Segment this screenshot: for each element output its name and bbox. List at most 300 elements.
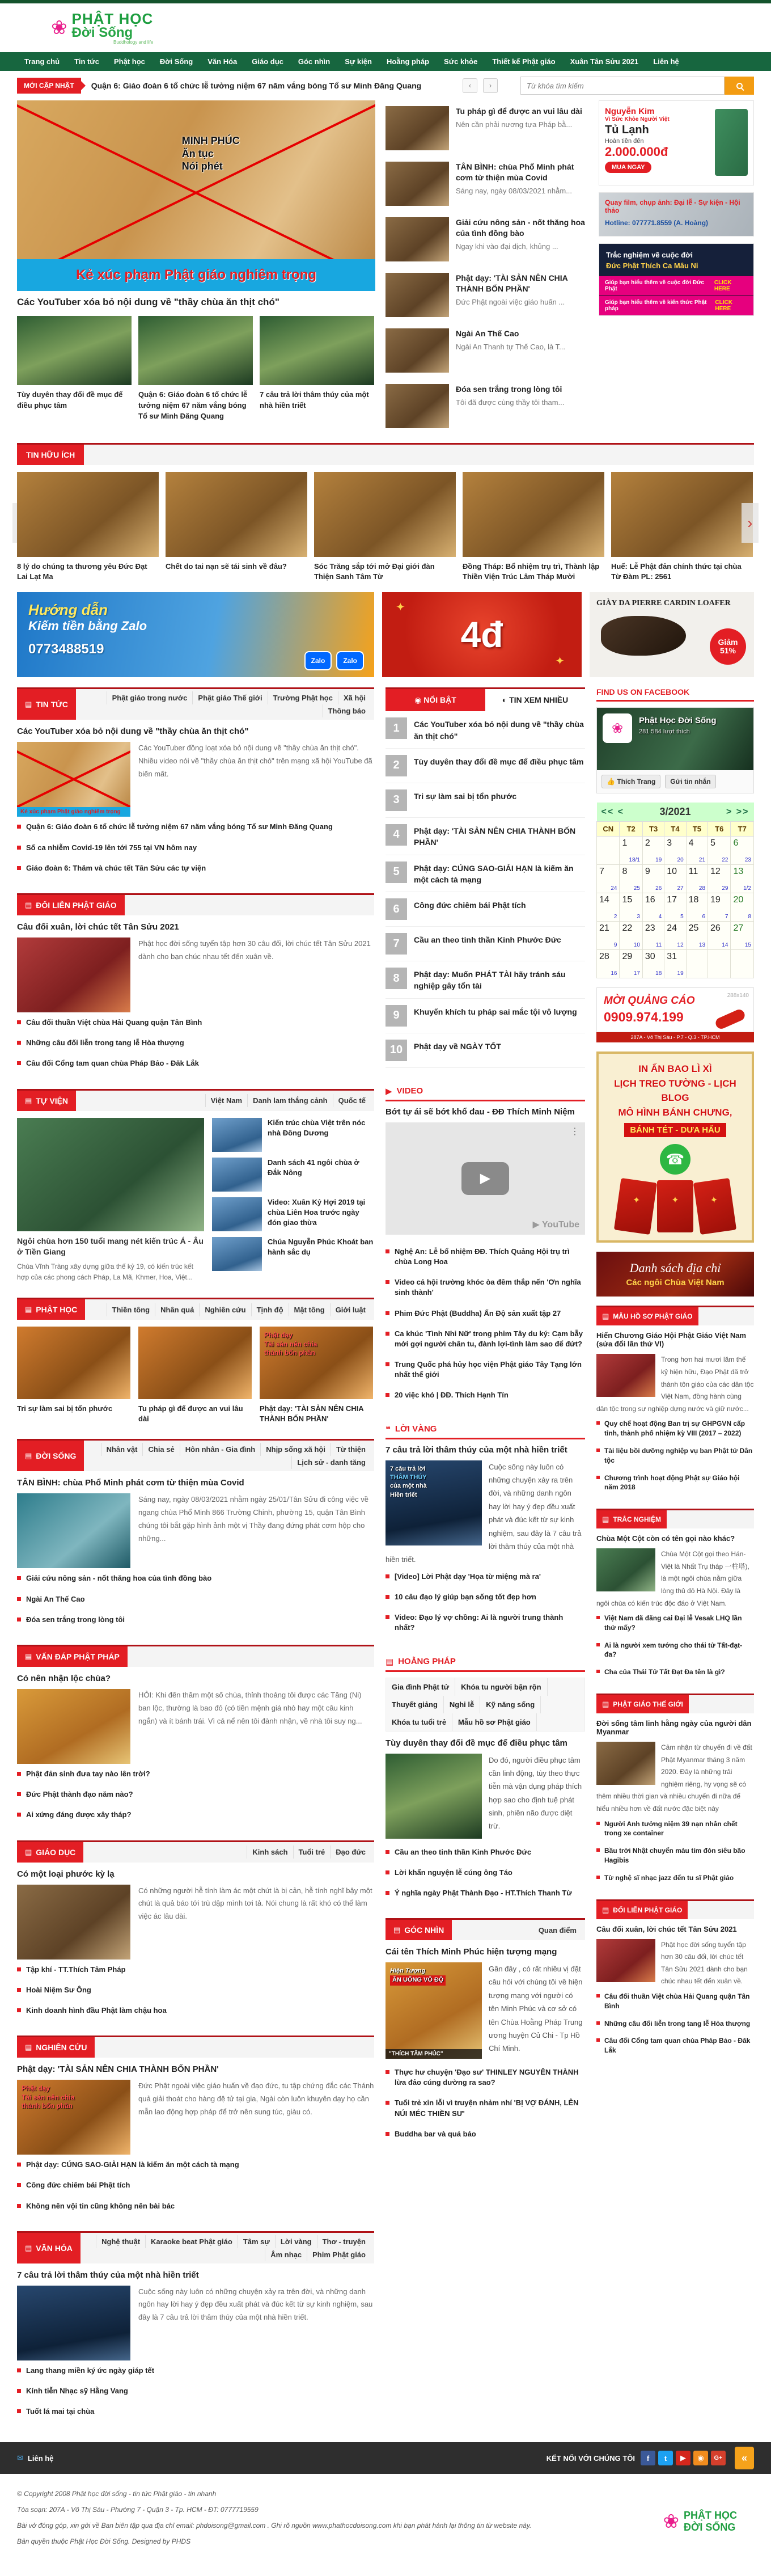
article-thumbnail <box>386 217 449 261</box>
facebook-page-name[interactable]: Phật Học Đời Sống <box>639 716 717 726</box>
image-overlay-text: MINH PHÚC <box>181 135 240 146</box>
article-thumbnail[interactable] <box>17 1885 130 1960</box>
category-link[interactable]: Gia đình Phật tử <box>386 1678 455 1696</box>
ad-fridge[interactable] <box>599 100 754 185</box>
article-title[interactable]: 7 câu trả lời thâm thúy của một nhà hiền triết <box>17 2270 199 2280</box>
article-title[interactable]: Tùy duyên thay đổi đề mục để điều phục tâm <box>386 1738 567 1748</box>
logo-subtitle: ĐỜI SỐNG <box>684 2522 736 2533</box>
article-title[interactable]: Cái tên Thích Minh Phúc hiện tượng mạng <box>386 1947 557 1957</box>
section-tab[interactable]: Tịnh độ <box>251 1303 289 1316</box>
article-thumbnail <box>260 316 374 385</box>
section-title[interactable]: ▤ ĐỐI LIỄN PHẬT GIÁO <box>596 1901 688 1919</box>
hot-item[interactable] <box>386 855 585 893</box>
article-thumbnail[interactable] <box>17 1493 130 1568</box>
youtube-logo: ▶ YouTube <box>532 1219 579 1230</box>
article-title: Phật dạy: 'TÀI SẢN NÊN CHIA THÀNH BỐN PHẦN' <box>456 273 568 293</box>
rss-icon: ◉ <box>414 695 424 705</box>
calendar-day[interactable]: 5 22 <box>708 837 731 865</box>
footer-logo[interactable] <box>663 2510 738 2534</box>
article-link[interactable]: Đức Phật thành đạo năm nào? <box>17 1784 374 1805</box>
nav-item[interactable]: Xuân Tân Sửu 2021 <box>570 57 639 66</box>
article-thumbnail[interactable] <box>386 1962 482 2059</box>
ad-zalo-banner[interactable] <box>17 592 374 677</box>
article-thumbnail[interactable] <box>17 2080 130 2155</box>
calendar-day[interactable]: 26 14 <box>708 922 731 950</box>
article-thumbnail[interactable] <box>596 1939 655 1982</box>
section-tab[interactable]: Mật tông <box>289 1303 330 1316</box>
section-title[interactable]: ▤ VĂN HÓA <box>17 2233 81 2263</box>
article-excerpt: Do đó, người điều phục tâm cần linh động, tùy theo thực tiễn mà vận dụng pháp thích hợp sao cho định tuệ phát sinh, phiền não được diệt trừ. <box>489 1755 582 1831</box>
article-link[interactable]: Câu đối Cổng tam quan chùa Pháp Bảo - Đăk Lắk <box>17 1053 374 1074</box>
article-link[interactable]: Những câu đối liễn trong tang lễ Hòa thượng <box>596 2015 754 2033</box>
carousel-article[interactable] <box>463 472 604 582</box>
section-title[interactable]: ▤ ĐỐI LIỄN PHẬT GIÁO <box>17 895 125 915</box>
ticker-label: MỚI CẬP NHẬT <box>17 78 81 94</box>
rank-number <box>386 755 407 776</box>
section-doi-lien <box>17 893 374 1074</box>
article-title[interactable]: 7 câu trả lời thâm thúy của một nhà hiền triết <box>386 1445 567 1455</box>
calendar-day[interactable]: 4 21 <box>686 837 708 865</box>
section-tab[interactable]: Lịch sử - danh tăng <box>291 1456 371 1469</box>
shoe-image <box>601 616 686 656</box>
article-thumbnail[interactable] <box>596 1548 655 1591</box>
image-overlay-text: Phật dạy <box>22 2084 50 2093</box>
calendar-day[interactable]: 13 1/2 <box>731 865 754 893</box>
calendar-day[interactable]: 22 10 <box>620 922 642 950</box>
article-title[interactable]: Câu đối xuân, lời chúc tết Tân Sửu 2021 <box>596 1924 737 1933</box>
section-title[interactable]: ▤ MẪU HỒ SƠ PHẬT GIÁO <box>596 1307 698 1325</box>
article-link[interactable]: Phật đản sinh đưa tay nào lên trời? <box>17 1764 374 1784</box>
article-link[interactable]: Video: Đạo lý vợ chồng: Ai là người trung thành nhất? <box>386 1607 585 1638</box>
main-article[interactable] <box>17 1118 204 1283</box>
phone-icon: ☎ <box>660 1144 690 1175</box>
section-title[interactable]: ▤ NGHIÊN CỨU <box>17 2037 95 2058</box>
calendar-day[interactable]: 21 9 <box>597 922 620 950</box>
section-tab[interactable]: Nhân quả <box>155 1303 199 1316</box>
article-thumbnail[interactable] <box>17 938 130 1012</box>
article-link[interactable]: Không nên vội tin cũng không nên bài bác <box>17 2196 374 2216</box>
article-card[interactable] <box>17 1327 130 1424</box>
category-link[interactable]: Kỹ năng sống <box>480 1696 541 1713</box>
calendar-day[interactable] <box>597 837 620 865</box>
logo-subtitle: Đời Sống <box>71 24 133 40</box>
article-link[interactable]: Giáo đoàn 6: Thăm và chúc tết Tân Sửu các tự viện <box>17 858 374 879</box>
calendar-day[interactable] <box>686 950 708 978</box>
tab-noi-bat[interactable]: ◉ NỔI BẬT <box>386 689 485 711</box>
calendar-day[interactable]: 20 8 <box>731 893 754 922</box>
carousel-article[interactable] <box>611 472 753 582</box>
article-link[interactable]: Kinh doanh hình đầu Phật làm chậu hoa <box>17 2000 374 2021</box>
quiz-ad-row[interactable] <box>599 276 753 295</box>
article-link[interactable]: Chương trình hoạt động Phật sự Giáo hội năm 2018 <box>596 1469 754 1497</box>
article-card[interactable] <box>260 1327 373 1424</box>
article-link[interactable]: Trung Quốc phá hủy học viện Phật giáo Tây Tạng lớn nhất thế giới <box>386 1354 585 1385</box>
article-link[interactable]: Tuổi trẻ xin lỗi vì truyện nhảm nhí 'BỊ VỢ ĐÁNH, LÊN NÚI MÉC THIỀN SƯ' <box>386 2093 585 2123</box>
more-options-icon[interactable]: ⋮ <box>570 1126 579 1137</box>
article-link[interactable]: Những câu đối liễn trong tang lễ Hòa thượng <box>17 1033 374 1053</box>
section-tab[interactable]: Thông báo <box>323 704 371 717</box>
article-link[interactable]: Phật dạy: CÚNG SAO-GIẢI HẠN là kiếm ăn một cách tà mạng <box>17 2155 374 2175</box>
ad-text: Quay film, chụp ảnh: Đại lễ - Sự kiện - Hội thảo <box>605 199 740 214</box>
buy-now-button[interactable]: MUA NGAY <box>605 162 651 173</box>
section-tab[interactable]: Danh lam thắng cảnh <box>247 1094 332 1107</box>
calendar-day[interactable]: 25 13 <box>686 922 708 950</box>
calendar-day[interactable]: 2 19 <box>642 837 664 865</box>
article-thumbnail <box>260 1327 373 1399</box>
section-tab[interactable]: Thiền tông <box>107 1303 155 1316</box>
article-link[interactable]: Nghệ An: Lễ bổ nhiệm ĐĐ. Thích Quảng Hội trụ trì chùa Long Hoa <box>386 1241 585 1272</box>
article-link[interactable]: Từ nghệ sĩ nhạc jazz đến tu sĩ Phật giáo <box>596 1869 754 1887</box>
side-article[interactable] <box>212 1158 374 1192</box>
ticker-next-button[interactable]: › <box>483 78 498 93</box>
article-link[interactable]: Ngài An Thế Cao <box>17 1589 374 1610</box>
article-link[interactable]: Số ca nhiễm Covid-19 lên tới 755 tại VN hôm nay <box>17 838 374 858</box>
article-link[interactable]: Tập khí - TT.Thích Tâm Pháp <box>17 1960 374 1980</box>
search-button[interactable] <box>725 77 754 95</box>
nav-item[interactable]: Tin tức <box>74 57 99 66</box>
article-title[interactable]: Chùa Một Cột còn có tên gọi nào khác? <box>596 1534 735 1543</box>
facebook-like-button[interactable]: 👍 Thích Trang <box>601 775 660 788</box>
calendar-prev-button[interactable]: << < <box>601 806 624 817</box>
article-title: 7 câu trả lời thâm thúy của một nhà hiền triết <box>260 390 369 409</box>
article-excerpt: Chùa Vĩnh Tràng xây dựng giữa thế kỷ 19, có kiến trúc kết hợp của các phong cách Pháp, La Mã, Khmer, Hoa, Việt... <box>17 1262 193 1281</box>
contact-link[interactable]: ✉ Liên hệ <box>17 2453 54 2463</box>
calendar-day[interactable]: 6 23 <box>731 837 754 865</box>
section-doi-song <box>17 1439 374 1630</box>
click-here-link[interactable]: CLICK HERE <box>715 299 732 312</box>
article-link[interactable]: Cầu an theo tinh thần Kinh Phước Đức <box>386 1842 585 1863</box>
article-link[interactable]: Quy chế hoạt động Ban trị sự GHPGVN cấp tỉnh, thành phố nhiệm kỳ VIII (2017 – 2022) <box>596 1415 754 1442</box>
top-list-article[interactable] <box>386 100 588 156</box>
image-overlay-text: ĂN UỐNG VÔ ĐỘ <box>390 1975 446 1985</box>
article-link[interactable]: Hoài Niệm Sư Ông <box>17 1980 374 2000</box>
featured-sub-article[interactable] <box>260 316 374 422</box>
section-tab[interactable]: Xã hội <box>338 691 371 704</box>
calendar-day[interactable] <box>708 950 731 978</box>
article-link[interactable]: Buddha bar và quả báo <box>386 2124 585 2144</box>
facebook-widget[interactable] <box>596 707 754 793</box>
section-tab[interactable]: Phật giáo Thế giới <box>192 691 267 704</box>
calendar-day[interactable] <box>731 950 754 978</box>
featured-sub-article[interactable] <box>138 316 253 422</box>
article-link[interactable]: Câu đối thuần Việt chùa Hải Quang quận Tân Bình <box>596 1988 754 2015</box>
calendar-day[interactable]: 14 2 <box>597 893 620 922</box>
click-here-link[interactable]: CLICK HERE <box>714 280 732 292</box>
section-tab[interactable]: Karaoke beat Phật giáo <box>145 2235 238 2248</box>
hot-item[interactable] <box>386 927 585 961</box>
article-link[interactable]: Tuốt lá mai tại chùa <box>17 2401 374 2422</box>
nav-item[interactable]: Hoằng pháp <box>386 57 430 66</box>
nav-item[interactable]: Văn Hóa <box>207 57 238 66</box>
article-link[interactable]: [Video] Lời Phật dạy 'Họa từ miệng mà ra' <box>386 1566 585 1587</box>
search-input[interactable] <box>520 77 725 95</box>
section-tab[interactable]: Phim Phật giáo <box>307 2248 371 2261</box>
category-link[interactable]: Thuyết giảng <box>386 1696 444 1713</box>
video-title[interactable]: Bớt tự ái sẽ bớt khổ đau - ĐĐ Thích Minh Niệm <box>386 1107 575 1117</box>
nav-item[interactable]: Liên hệ <box>653 57 679 66</box>
article-link[interactable]: 20 việc khó | ĐĐ. Thích Hạnh Tín <box>386 1385 585 1405</box>
section-title[interactable]: ▤ TIN TỨC <box>17 689 76 720</box>
rank-number <box>386 862 407 883</box>
section-title[interactable]: HOẰNG PHÁP <box>398 1657 456 1666</box>
featured-sub-article[interactable] <box>17 316 132 422</box>
article-thumbnail[interactable] <box>17 2286 130 2360</box>
top-list-article[interactable] <box>386 267 588 323</box>
article-thumbnail[interactable] <box>17 1689 130 1764</box>
article-link[interactable]: Người Anh tưởng niệm 39 nạn nhân chết trong xe container <box>596 1815 754 1843</box>
article-title: Tri sự làm sai bị tổn phước <box>17 1404 113 1413</box>
carousel-article[interactable] <box>166 472 307 582</box>
side-article[interactable] <box>212 1118 374 1152</box>
nav-item[interactable]: Giáo dục <box>252 57 283 66</box>
section-tab[interactable]: Nhịp sống xã hội <box>260 1443 331 1456</box>
section-tab[interactable]: Từ thiện <box>331 1443 371 1456</box>
top-list-article[interactable] <box>386 378 588 434</box>
social-icon[interactable]: ▶ <box>676 2451 690 2465</box>
nav-item[interactable]: Góc nhìn <box>298 57 331 66</box>
article-link[interactable]: Ai xứng đáng được xây tháp? <box>17 1805 374 1825</box>
article-title[interactable]: Có một loại phước kỳ lạ <box>17 1869 115 1879</box>
article-link[interactable]: Ý nghĩa ngày Phật Thành Đạo - HT.Thích Thanh Từ <box>386 1883 585 1903</box>
section-tab[interactable]: Quan điểm <box>538 1925 577 1935</box>
calendar-day[interactable]: 17 5 <box>664 893 686 922</box>
article-link[interactable]: Câu đối Cổng tam quan chùa Pháp Bảo - Đăk Lắk <box>596 2032 754 2059</box>
calendar-day[interactable]: 30 18 <box>642 950 664 978</box>
ad-red-banner[interactable] <box>382 592 582 677</box>
article-link[interactable]: Giải cứu nông sản - nốt thăng hoa của tình đồng bào <box>17 1568 374 1589</box>
ad-media-services[interactable] <box>599 192 754 237</box>
ad-temple-directory[interactable] <box>596 1252 754 1297</box>
article-title[interactable]: Có nên nhận lộc chùa? <box>17 1674 111 1683</box>
calendar-day[interactable]: 12 29 <box>708 865 731 893</box>
article-excerpt: Các YouTuber đồng loạt xóa bỏ nội dung về "thầy chùa ăn thịt chó". Nhiều video nói về "thầy chùa ăn thịt chó" trên mạng xã hội YouTube đã biến mất. <box>138 744 372 778</box>
section-tab[interactable]: Kinh sách <box>247 1846 293 1859</box>
article-title[interactable]: Phật dạy: 'TÀI SẢN NÊN CHIA THÀNH BỐN PHẦN' <box>17 2064 219 2075</box>
article-title: Ngôi chùa hơn 150 tuổi mang nét kiến trúc Á - Âu ở Tiền Giang <box>17 1236 204 1257</box>
calendar-day[interactable]: 15 3 <box>620 893 642 922</box>
play-button[interactable] <box>461 1162 509 1195</box>
calendar-next-button[interactable]: > >> <box>726 806 749 817</box>
section-tab[interactable]: Nghệ thuật <box>96 2235 145 2248</box>
social-icon[interactable]: G+ <box>711 2451 726 2465</box>
featured-article-title[interactable]: Các YouTuber xóa bỏ nội dung về "thầy chùa ăn thịt chó" <box>17 297 279 307</box>
ad-printing-services[interactable] <box>596 1051 754 1243</box>
article-title[interactable]: Câu đối xuân, lời chúc tết Tân Sửu 2021 <box>17 922 179 932</box>
section-tab[interactable]: Chia sẻ <box>142 1443 179 1456</box>
hot-item[interactable] <box>386 818 585 855</box>
section-title[interactable]: ▤ TRẮC NGHIỆM <box>596 1510 667 1528</box>
section-title[interactable]: TIN HỮU ÍCH <box>17 445 84 465</box>
article-title[interactable]: Các YouTuber xóa bỏ nội dung về "thầy chùa ăn thịt chó" <box>17 727 249 737</box>
article-thumbnail[interactable] <box>17 742 130 817</box>
article-link[interactable]: Ai là người xem tướng cho thái tử Tất-đạt-đa? <box>596 1637 754 1664</box>
article-title[interactable]: Hiến Chương Giáo Hội Phật Giáo Việt Nam (sửa đổi lần thứ VI) <box>596 1331 747 1349</box>
article-link[interactable]: Kính tiễn Nhạc sỹ Hằng Vang <box>17 2381 374 2401</box>
calendar-day[interactable]: 16 4 <box>642 893 664 922</box>
tab-tin-xem-nhieu[interactable]: ◐ TIN XEM NHIỀU <box>485 689 585 711</box>
newspaper-icon: ▤ <box>386 1657 394 1667</box>
article-thumbnail[interactable] <box>386 1460 482 1545</box>
hot-item[interactable] <box>386 961 585 999</box>
article-link[interactable]: Việt Nam đã đăng cai Đại lễ Vesak LHQ lần thứ mấy? <box>596 1610 754 1637</box>
carousel-article[interactable] <box>314 472 456 582</box>
section-title[interactable]: ▤ PHẬT HỌC <box>17 1299 85 1320</box>
section-title[interactable]: ▤ ĐỜI SỐNG <box>17 1441 84 1471</box>
top-list-article[interactable] <box>386 323 588 378</box>
top-list-article[interactable] <box>386 156 588 212</box>
hot-item[interactable] <box>386 999 585 1033</box>
article-link[interactable]: 10 câu đạo lý giúp bạn sống tốt đẹp hơn <box>386 1587 585 1607</box>
article-link[interactable]: Thực hư chuyện 'Đạo sư' THINLEY NGUYÊN THÀNH lừa đảo cúng dường ra sao? <box>386 2062 585 2093</box>
rights-text: Bản quyền thuộc Phật Học Đời Sống. Designed by PHDS <box>17 2537 191 2546</box>
section-title[interactable]: ▤ TỰ VIỆN <box>17 1091 76 1111</box>
category-link[interactable]: Mẫu hồ sơ Phật giáo <box>452 1713 537 1731</box>
ticker-headline[interactable]: Quận 6: Giáo đoàn 6 tổ chức lễ tưởng niệm 67 năm vắng bóng Tổ sư Minh Đăng Quang <box>91 81 422 90</box>
section-tab[interactable]: Phật giáo trong nước <box>107 691 193 704</box>
article-thumbnail[interactable] <box>596 1354 655 1397</box>
article-link[interactable]: Lời khấn nguyện lễ cúng ông Táo <box>386 1863 585 1883</box>
section-tab[interactable]: Việt Nam <box>205 1094 247 1107</box>
article-link[interactable]: Cha của Thái Tử Tất Đạt Đa tên là gì? <box>596 1663 754 1681</box>
article-title: Đóa sen trắng trong lòng tôi <box>456 385 562 394</box>
article-link[interactable]: Quận 6: Giáo đoàn 6 tổ chức lễ tưởng niệm 67 năm vắng bóng Tổ sư Minh Đăng Quang <box>17 817 374 837</box>
section-title[interactable]: VIDEO <box>396 1086 423 1096</box>
calendar-day[interactable]: 27 15 <box>731 922 754 950</box>
section-tab[interactable]: Nghiên cứu <box>199 1303 251 1316</box>
article-excerpt: Phật học đời sống tuyển tập hơn 30 câu đối, lời chúc tết Tân Sửu 2021 dành cho bạn chúc nhau tết đến xuân về. <box>138 939 371 961</box>
social-icon[interactable]: t <box>658 2451 673 2465</box>
section-tab[interactable]: Lời vàng <box>275 2235 317 2248</box>
article-thumbnail <box>17 316 132 385</box>
section-tab[interactable]: Tuổi trẻ <box>293 1846 331 1859</box>
article-excerpt: Ngay khi vào đại dịch, khủng ... <box>456 242 558 251</box>
article-thumbnail <box>212 1237 262 1271</box>
article-link[interactable]: Ca khúc 'Tình Nhi Nữ' trong phim Tây du ký: Cạm bẫy mới gợi người chân tu, đành lợi-tình làm sao để đứt? <box>386 1324 585 1354</box>
article-link[interactable]: Tài liệu bồi dưỡng nghiệp vụ ban Phật tử Dân tộc <box>596 1442 754 1469</box>
calendar-day[interactable]: 11 28 <box>686 865 708 893</box>
category-link[interactable]: Nghi lễ <box>444 1696 480 1713</box>
article-title[interactable]: TÂN BÌNH: chùa Phổ Minh phát cơm từ thiện mùa Covid <box>17 1478 244 1488</box>
article-link[interactable]: Công đức chiêm bái Phật tích <box>17 2175 374 2195</box>
section-title[interactable]: ▤ VẤN ĐÁP PHẬT PHÁP <box>17 1646 128 1667</box>
nav-item[interactable]: Đời Sống <box>159 57 193 66</box>
article-link[interactable]: Phim Đức Phật (Buddha) Ấn Độ sản xuất tập 27 <box>386 1303 585 1324</box>
hot-item[interactable] <box>386 892 585 927</box>
hot-item[interactable] <box>386 749 585 783</box>
calendar-day[interactable]: 28 16 <box>597 950 620 978</box>
section-title[interactable]: ▤ PHẬT GIÁO THẾ GIỚI <box>596 1695 689 1713</box>
social-icon[interactable]: ◉ <box>693 2451 708 2465</box>
rank-number <box>386 717 407 739</box>
calendar-day[interactable]: 10 27 <box>664 865 686 893</box>
nav-item[interactable]: Phật học <box>113 57 145 66</box>
section-tab[interactable]: Âm nhạc <box>265 2248 307 2261</box>
quote-icon: ❝ <box>386 1424 391 1434</box>
section-tab[interactable]: Trường Phật học <box>268 691 338 704</box>
quiz-ad-row[interactable] <box>599 295 753 315</box>
article-link[interactable]: Đóa sen trắng trong lòng tôi <box>17 1610 374 1630</box>
nav-item[interactable]: Trang chủ <box>24 57 60 66</box>
article-thumbnail[interactable] <box>386 1754 482 1839</box>
article-title[interactable]: Đời sống tâm linh hằng ngày của người dân Myanmar <box>596 1719 752 1737</box>
nav-item[interactable]: Sự kiện <box>345 57 372 66</box>
image-caption: "THÍCH TÂM PHÚC" <box>386 2049 482 2059</box>
newspaper-icon: ▤ <box>25 1652 32 1661</box>
section-hoang-phap <box>386 1653 585 1904</box>
calendar-day[interactable]: 23 11 <box>642 922 664 950</box>
section-title[interactable]: ▤ GÓC NHÌN <box>386 1920 452 1940</box>
site-logo[interactable] <box>51 11 153 45</box>
scroll-to-top-button[interactable]: « <box>735 2447 754 2469</box>
section-tab[interactable]: Tâm sự <box>238 2235 275 2248</box>
ad-advertise-here[interactable] <box>596 987 754 1032</box>
rank-number <box>386 898 407 920</box>
search-icon <box>736 83 743 89</box>
article-link[interactable]: Câu đối thuần Việt chùa Hải Quang quận Tân Bình <box>17 1012 374 1033</box>
calendar-day[interactable]: 24 12 <box>664 922 686 950</box>
article-card[interactable] <box>138 1327 252 1424</box>
calendar-day[interactable]: 3 20 <box>664 837 686 865</box>
hot-item[interactable] <box>386 1033 585 1068</box>
ad-shoes-banner[interactable] <box>590 592 754 677</box>
side-article[interactable] <box>212 1237 374 1271</box>
top-list-article[interactable] <box>386 212 588 267</box>
calendar-day[interactable]: 9 26 <box>642 865 664 893</box>
section-tab[interactable]: Quốc tế <box>333 1094 371 1107</box>
section-title[interactable]: LỜI VÀNG <box>395 1424 437 1434</box>
calendar-day[interactable]: 18 6 <box>686 893 708 922</box>
calendar-day[interactable]: 7 24 <box>597 865 620 893</box>
section-title[interactable]: ▤ GIÁO DỤC <box>17 1842 83 1863</box>
section-ho-so <box>596 1306 754 1496</box>
nav-item[interactable]: Sức khỏe <box>444 57 478 66</box>
ad-text: Giúp bạn hiểu thêm về kiến thức Phật pháp <box>605 299 707 312</box>
section-tab[interactable]: Hôn nhân - Gia đình <box>180 1443 261 1456</box>
facebook-message-button[interactable]: Gửi tin nhắn <box>665 775 715 788</box>
ad-quiz[interactable] <box>599 243 754 316</box>
article-title: Phật dạy: 'TÀI SẢN NÊN CHIA THÀNH BỐN PHẦN' <box>260 1404 364 1424</box>
category-link[interactable]: Khóa tu người bận rộn <box>455 1678 547 1696</box>
ticker-prev-button[interactable]: ‹ <box>463 78 477 93</box>
section-tab[interactable]: Đạo đức <box>330 1846 371 1859</box>
article-link[interactable]: Video cả hội trường khóc òa đêm thắp nến 'Ơn nghĩa sinh thành' <box>386 1272 585 1303</box>
calendar-day[interactable]: 8 25 <box>620 865 642 893</box>
social-icon[interactable]: f <box>641 2451 655 2465</box>
article-thumbnail[interactable] <box>596 1742 655 1785</box>
section-tab[interactable]: Giới luật <box>330 1303 371 1316</box>
image-overlay-text: THÂM THÚY <box>390 1474 427 1481</box>
carousel-next-button[interactable]: › <box>742 503 759 543</box>
article-link[interactable]: Lang thang miền ký ức ngày giáp tết <box>17 2360 374 2381</box>
hot-item[interactable] <box>386 783 585 818</box>
youtube-player[interactable] <box>386 1122 585 1235</box>
section-tab[interactable]: Nhân vật <box>101 1443 143 1456</box>
carousel-article[interactable] <box>17 472 159 582</box>
section-tab[interactable]: Thơ - truyện <box>317 2235 371 2248</box>
article-link[interactable]: Bầu trời Nhật chuyển màu tím đón siêu bão Hagibis <box>596 1842 754 1869</box>
calendar-day[interactable]: 1 18/1 <box>620 837 642 865</box>
nav-item[interactable]: Thiết kế Phật giáo <box>492 57 556 66</box>
article-thumbnail <box>386 162 449 206</box>
ad-price: 2.000.000đ <box>605 145 668 159</box>
featured-article-image[interactable] <box>17 100 375 291</box>
side-article[interactable] <box>212 1197 374 1231</box>
calendar-day[interactable]: 31 19 <box>664 950 686 978</box>
calendar-day[interactable]: 29 17 <box>620 950 642 978</box>
category-link[interactable]: Khóa tu tuổi trẻ <box>386 1713 452 1731</box>
calendar-day[interactable]: 19 7 <box>708 893 731 922</box>
hot-item[interactable] <box>386 711 585 749</box>
